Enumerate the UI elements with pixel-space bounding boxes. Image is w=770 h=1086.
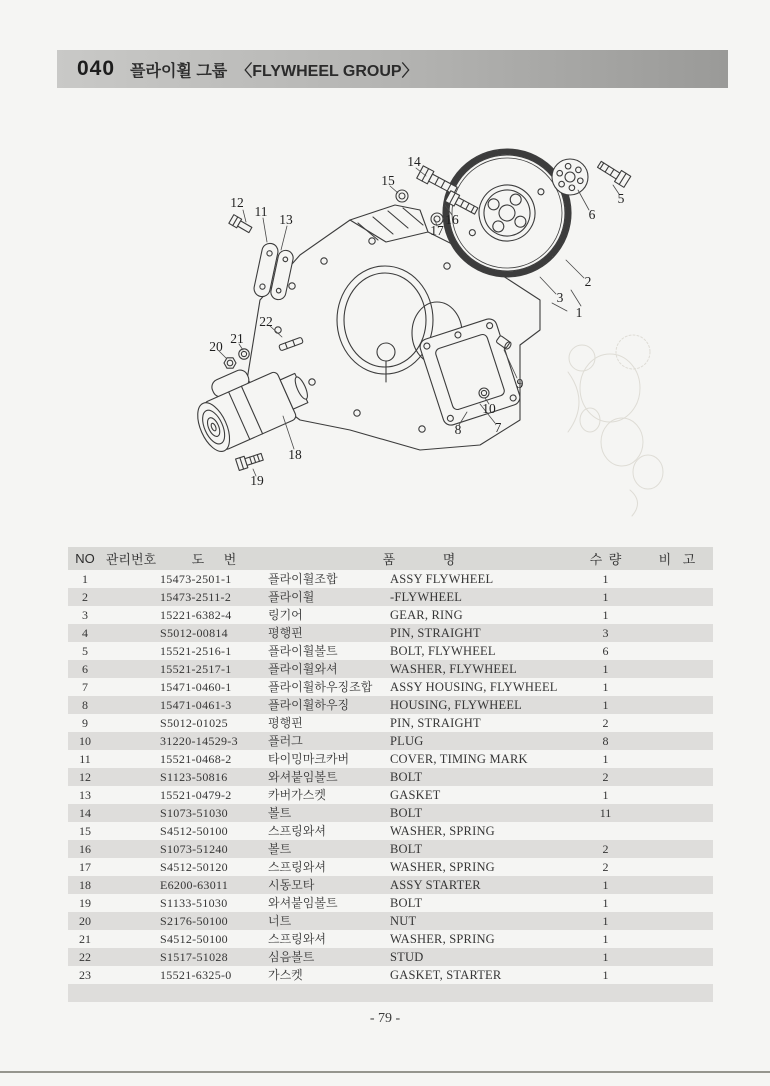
cover-bolt [229,215,253,235]
table-row: 12 S1123-50816 와셔붙임볼트 BOLT 2 [68,768,713,786]
callout-2: 2 [584,274,592,289]
spring-washer [239,349,249,359]
callout-20: 20 [209,339,223,354]
section-number: 040 [77,57,116,80]
callout-16: 16 [445,212,459,227]
table-trailing-band [68,984,713,1002]
table-row: 8 15471-0461-3 플라이휠하우징 HOUSING, FLYWHEEL 1 [68,696,713,714]
table-row: 22 S1517-51028 심음볼트 STUD 1 [68,948,713,966]
callout-17: 17 [430,223,444,238]
callout-19: 19 [250,473,264,488]
parts-table-body [68,570,713,1002]
plug [479,388,489,398]
callout-8: 8 [454,422,462,437]
nut [224,358,236,368]
column-header-remark: 비 고 [641,547,713,570]
flywheel-bolt [596,159,631,188]
exploded-diagram [190,120,680,530]
table-row: 17 S4512-50120 스프링와셔 WASHER, SPRING 2 [79,860,609,874]
table-row: 3 15221-6382-4 링기어 GEAR, RING 1 [82,608,609,622]
column-header-mgmt-no: 관리번호 [102,547,160,570]
callout-14: 14 [407,154,421,169]
table-row: 10 31220-14529-3 플러그 PLUG 8 [68,732,713,750]
callout-18: 18 [288,447,302,462]
section-title-korean: 플라이휠 그룹 [130,62,228,80]
table-row: 21 S4512-50100 스프링와셔 WASHER, SPRING 1 [79,932,609,946]
table-row: 13 15521-0479-2 카버가스켓 GASKET 1 [79,788,609,802]
column-header-no: NO [68,547,102,570]
callout-11: 11 [254,204,268,219]
flywheel-washer-plate [552,159,588,195]
table-row: 2 15473-2511-2 플라이휠 -FLYWHEEL 1 [68,588,713,606]
table-row: 23 15521-6325-0 가스켓 GASKET, STARTER 1 [79,968,609,982]
section-header [57,50,728,88]
column-header-drawing-no: 도 번 [160,547,268,570]
callout-9: 9 [516,376,524,391]
table-row: 11 15521-0468-2 타이밍마크카버 COVER, TIMING MARK 1 [79,752,609,766]
callout-3: 3 [556,290,564,305]
callout-1: 1 [575,305,583,320]
page-edge-line [0,1071,770,1073]
callout-13: 13 [279,212,293,227]
callout-12: 12 [230,195,244,210]
table-row: 5 15521-2516-1 플라이휠볼트 BOLT, FLYWHEEL 6 [82,644,609,658]
callout-10: 10 [482,401,496,416]
starter-bolt [236,451,264,470]
section-title-english: 〈FLYWHEEL GROUP〉 [236,62,418,80]
table-row: 4 S5012-00814 평행핀 PIN, STRAIGHT 3 [68,624,713,642]
callout-7: 7 [494,420,502,435]
bleedthrough-ghosts [568,335,663,516]
column-header-qty: 수 량 [570,547,641,570]
table-row: 19 S1133-51030 와셔붙임볼트 BOLT 1 [79,896,609,910]
callout-15: 15 [381,173,395,188]
table-row: 9 S5012-01025 평행핀 PIN, STRAIGHT 2 [82,716,609,730]
table-row: 7 15471-0460-1 플라이휠하우징조합 ASSY HOUSING, FLYWHEEL 1 [82,680,609,694]
page-number: - 79 - [369,1011,401,1026]
table-row: 16 S1073-51240 볼트 BOLT 2 [68,840,713,858]
parts-table [68,547,713,1002]
callout-6: 6 [588,207,596,222]
table-row: 20 S2176-50100 너트 NUT 1 [68,912,713,930]
table-row: 14 S1073-51030 볼트 BOLT 11 [68,804,713,822]
table-row: 1 15473-2501-1 플라이휠조합 ASSY FLYWHEEL 1 [82,572,609,586]
table-header-row [68,547,713,570]
table-row: 6 15521-2517-1 플라이휠와셔 WASHER, FLYWHEEL 1 [68,660,713,678]
callout-21: 21 [230,331,244,346]
callout-5: 5 [617,191,625,206]
table-row: 18 E6200-63011 시동모타 ASSY STARTER 1 [68,876,713,894]
callout-22: 22 [259,314,273,329]
spring-washer-2 [396,190,408,202]
table-row: 15 S4512-50100 스프링와셔 WASHER, SPRING [79,824,495,838]
column-header-part-name: 품 명 [268,547,570,570]
